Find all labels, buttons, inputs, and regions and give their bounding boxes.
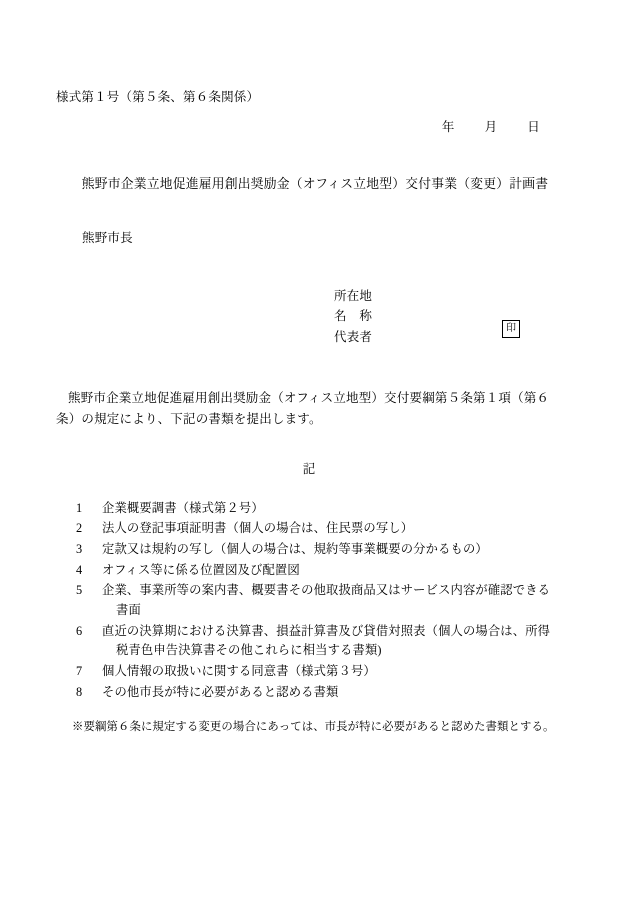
statement-paragraph: 熊野市企業立地促進雇用創出奨励金（オフィス立地型）交付要綱第５条第１項（第６条）の規定により、下記の書類を提出します。 [56, 390, 550, 427]
seal-stamp-box [506, 322, 534, 340]
list-item [70, 561, 574, 581]
list-item-text: その他市長が特に必要があると認める書類 [102, 684, 339, 699]
list-item-number: 8 [76, 684, 83, 699]
page-title: 熊野市企業立地促進雇用創出奨励金（オフィス立地型）交付事業（変更）計画書 [81, 176, 549, 191]
list-item-text [102, 622, 574, 661]
applicant-block [56, 286, 574, 348]
list-item-number: 3 [76, 541, 83, 556]
list-item [70, 519, 574, 539]
applicant-name-row [334, 306, 574, 327]
list-item-number: 5 [76, 583, 83, 598]
list-item-text: 法人の登記事項証明書（個人の場合は、住民票の写し） [102, 521, 414, 536]
list-item-line1: 企業、事業所等の案内書、概要書その他取扱商品又はサービス内容が確認できる [102, 583, 551, 598]
list-item-line2: 税青色申告決算書その他これらに相当する書類) [116, 643, 382, 658]
list-item [70, 683, 574, 703]
list-item-number: 2 [76, 521, 83, 536]
list-item-number: 7 [76, 664, 83, 678]
date-year-label: 年 [441, 119, 455, 134]
list-item-text [102, 581, 574, 620]
applicant-address-row [334, 286, 574, 307]
list-item-text: 個人情報の取扱いに関する同意書（様式第３号） [102, 664, 376, 678]
ki-heading: 記 [302, 461, 316, 476]
list-item-text: 定款又は規約の写し（個人の場合は、規約等事業概要の分かるもの） [102, 541, 488, 556]
addressee: 熊野市長 [82, 230, 133, 245]
form-number: 様式第１号（第５条、第６条関係） [56, 90, 260, 104]
footnote: ※要綱第６条に規定する変更の場合にあっては、市長が特に必要があると認めた書類とする。 [72, 721, 555, 734]
date-line [56, 117, 574, 135]
applicant-representative-row [334, 327, 574, 348]
list-item-line1: 直近の決算期における決算書、損益計算書及び貸借対照表（個人の場合は、所得 [102, 623, 551, 638]
date-day-label: 日 [527, 119, 540, 134]
list-item-number: 6 [76, 623, 83, 638]
list-item-number: 1 [76, 500, 83, 515]
list-item-text: オフィス等に係る位置図及び配置図 [102, 562, 300, 577]
list-item [70, 662, 574, 682]
list-item [70, 499, 574, 519]
list-item [70, 540, 574, 560]
applicant-name-label: 名 称 [334, 309, 373, 324]
list-item-text: 企業概要調書（様式第２号） [102, 500, 264, 515]
date-month-label: 月 [484, 119, 498, 134]
list-item-line2: 書面 [116, 602, 141, 617]
applicant-address-label: 所在地 [334, 288, 373, 303]
list-item [70, 622, 574, 661]
list-item-number: 4 [76, 562, 83, 577]
list-item [70, 581, 574, 620]
applicant-representative-label: 代表者 [334, 330, 373, 344]
seal-icon: 印 [502, 320, 520, 338]
attachment-list [56, 499, 574, 703]
